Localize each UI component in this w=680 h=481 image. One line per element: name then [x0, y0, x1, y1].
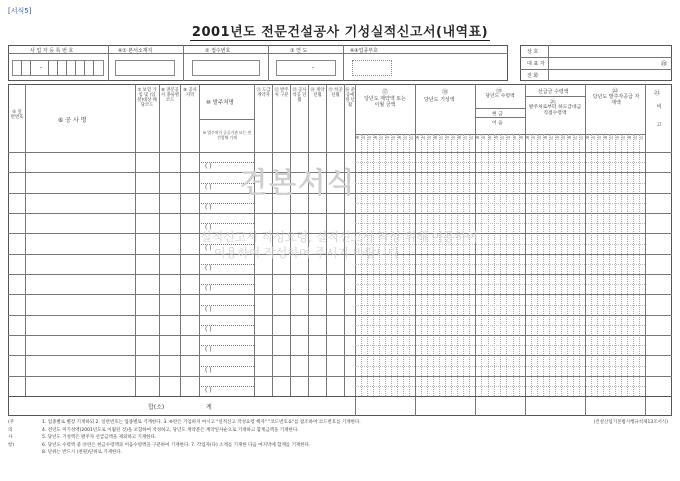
- unit-label: 만: [506, 136, 511, 140]
- year-field[interactable]: [276, 60, 336, 76]
- unit-label: 천: [427, 136, 431, 140]
- total-value: 계: [206, 404, 212, 411]
- row-paren[interactable]: ( ): [205, 244, 212, 252]
- receipt-label: ② 접수번호: [205, 48, 231, 54]
- unit-label: 만: [615, 136, 619, 140]
- col-8: ⑧ 전문공사 종류별 코드: [161, 88, 179, 103]
- unit-label: 천: [488, 136, 492, 140]
- unit-label: 십: [463, 136, 467, 140]
- col-10: ⑩ 발주처명: [206, 100, 234, 106]
- col-21-num: ㉑: [550, 99, 557, 106]
- unit-label: 만: [385, 136, 389, 140]
- row-paren[interactable]: ( ): [205, 285, 212, 293]
- row-paren[interactable]: ( ): [205, 224, 212, 232]
- row-paren[interactable]: ( ): [205, 203, 212, 211]
- row-paren[interactable]: ( ): [205, 183, 212, 191]
- col-19: 당년도 수령액: [485, 94, 515, 99]
- unit-label: 백: [603, 136, 607, 140]
- branch-label: ※① 본서소재지: [118, 48, 153, 54]
- unit-label: 천: [537, 136, 541, 140]
- unit-label: 백: [567, 136, 571, 140]
- col-18-num: ⑱: [442, 89, 449, 96]
- unit-label: 억: [361, 136, 365, 140]
- unit-label: 일: [409, 136, 413, 140]
- col-12: ⑫ 발주처 구분: [274, 88, 289, 98]
- row-paren[interactable]: ( ): [205, 163, 212, 171]
- unit-label: 백: [397, 136, 401, 140]
- unit-label: 백: [475, 136, 479, 140]
- col-9: ⑨ 공사지역: [183, 88, 197, 98]
- table-row[interactable]: [8, 213, 672, 214]
- business-field[interactable]: [352, 60, 392, 76]
- year-label: ③ 연 도: [290, 48, 308, 54]
- col-7: ⑦ 보험 가입 및 (입찰)대상 해당코드: [137, 88, 157, 108]
- receipt-field[interactable]: [192, 60, 260, 76]
- unit-label: 만: [555, 136, 559, 140]
- unit-label: 억: [481, 136, 486, 140]
- col-site: ⑥ 공 사 명: [58, 117, 87, 124]
- unit-label: 백: [525, 136, 529, 140]
- business-label: ※④업종부호: [350, 48, 378, 54]
- row-paren[interactable]: ( ): [205, 264, 212, 272]
- form-title-text: 2001년도 전문건설공사 기성실적신고서(내역표): [191, 25, 489, 40]
- unit-label: 만: [445, 136, 449, 140]
- col-17-num: ⑰: [382, 89, 389, 96]
- table-row[interactable]: [8, 376, 672, 377]
- col-21: 발주처로부터 하도급대금 직접수령액: [528, 105, 582, 116]
- col-13: ⑬ 공사 착공 년월: [292, 88, 307, 103]
- table-row[interactable]: [8, 315, 672, 316]
- unit-label: 백: [415, 136, 419, 140]
- unit-label: 백: [494, 136, 498, 140]
- unit-label: 천: [513, 136, 517, 140]
- col-22-num: ㉒: [612, 88, 619, 95]
- unit-label: 일: [579, 136, 583, 140]
- company-rep-label: 대 표 자: [527, 61, 545, 67]
- form-source: (건설산업기본법시행규칙제13조서식): [593, 420, 668, 425]
- unit-label: 천: [451, 136, 455, 140]
- form-tag: [서식5]: [8, 7, 32, 15]
- table-row[interactable]: [8, 335, 672, 336]
- unit-label: 백: [627, 136, 631, 140]
- note-line: 8. 단위는 반드시 (천원)단위로 기재한다.: [42, 450, 123, 455]
- company-phone-label: 전 화: [527, 73, 539, 79]
- unit-label: 십: [609, 136, 613, 140]
- note-line: 6. 당년도 수령액 중 ⑲란은 현금수령액과 어음수령액을 구분하여 기재한다. 7. 각업자(다) 소계를 기재한 다음 마지막에 합계를 기재한다.: [42, 442, 311, 448]
- notes-label: (주의사항): [8, 420, 15, 448]
- col-18: 당년도 기성액: [424, 97, 455, 103]
- unit-label: 백: [355, 136, 359, 140]
- watermark-line1: 실적신고서 작성요령, 실적신고서 작성 위해 이용하여: [200, 230, 478, 244]
- reg-dash: -: [40, 64, 43, 71]
- unit-label: 십: [633, 136, 637, 140]
- table-row[interactable]: [8, 274, 672, 275]
- unit-label: 십: [500, 136, 504, 140]
- table-row[interactable]: [8, 294, 672, 295]
- col-19-bill: 어 음: [492, 121, 503, 126]
- col-10-note: ⑩ 발주처가 공공기관 또는 민간업체 기재: [202, 130, 252, 140]
- row-paren[interactable]: ( ): [205, 366, 212, 374]
- unit-label: 일: [639, 136, 643, 140]
- col-17: 당년도 계약액 또는 이월 금액: [364, 96, 406, 108]
- unit-label: 백: [373, 136, 377, 140]
- note-line: 4. 전년도 미기성액(2001년도로 이월된 것)을 포함하여 작성하고, 당년도 계약분은 계약일자순으로 기재하고 합계금액을 기재한다.: [42, 427, 299, 433]
- col-22: 당년도 발주자공급 자재액: [592, 94, 640, 106]
- form-title: [0, 21, 680, 40]
- unit-label: 천: [561, 136, 565, 140]
- table-row[interactable]: [8, 355, 672, 356]
- row-paren[interactable]: ( ): [205, 325, 212, 333]
- unit-label: 백: [543, 136, 547, 140]
- watermark-main: 견본서식: [240, 166, 357, 199]
- row-paren[interactable]: ( ): [205, 346, 212, 354]
- unit-label: 십: [549, 136, 553, 140]
- unit-label: 억: [591, 136, 595, 140]
- watermark-line2: 이용하여 작성하여 주시기 바랍니다: [214, 246, 400, 260]
- row-paren[interactable]: ( ): [205, 305, 212, 313]
- col-19-cash: 현 금: [492, 112, 503, 117]
- unit-label: 천: [621, 136, 625, 140]
- unit-label: 백: [433, 136, 437, 140]
- unit-label: 천: [597, 136, 601, 140]
- col-seq: ⑤ 일련번호: [10, 110, 24, 120]
- unit-label: 천: [391, 136, 395, 140]
- total-label: 합(소): [148, 404, 165, 411]
- col-11: ⑪ 도급 계약자: [256, 88, 271, 98]
- col-19-num: ⑲: [496, 88, 503, 95]
- col-23-num: ㉓: [654, 90, 661, 97]
- unit-label: 십: [403, 136, 407, 140]
- note-line: 5. 당년도 기성액은 발주자 선급금액을 제외하고 기재한다.: [42, 435, 157, 440]
- unit-label: 십: [439, 136, 443, 140]
- note-line: 1. 업종별로 별장 기재하되 2. 일련번호는 업종별로 기재한다. 3. ※란은 기입하지 마시고 "실적신고 작성요령 책자" "코드번호표"를 참조하여 코드번호를 기재한다.: [42, 420, 361, 425]
- branch-field[interactable]: [115, 60, 175, 76]
- unit-label: 백: [457, 136, 461, 140]
- unit-label: 십: [573, 136, 577, 140]
- unit-label: 천: [367, 136, 371, 140]
- reg-no-field[interactable]: [12, 60, 104, 76]
- unit-label: 억: [421, 136, 425, 140]
- col-14: ⑭ 계약 년월: [310, 88, 325, 98]
- company-name-label: 상 호: [527, 49, 539, 55]
- col-16: ⑯ 준공예정 년월: [345, 88, 355, 108]
- unit-label: 십: [379, 136, 383, 140]
- col-20: 선급금 수령액: [538, 89, 569, 95]
- row-paren[interactable]: ( ): [205, 386, 212, 394]
- unit-label: 억: [531, 136, 535, 140]
- unit-label: 일: [469, 136, 473, 140]
- col-15: ⑮ 착공년월: [328, 88, 343, 98]
- unit-label: 백: [519, 136, 523, 140]
- year-dash: -: [312, 64, 315, 71]
- col-23: 비 고: [656, 104, 662, 128]
- reg-no-label: 사 업 자 등 록 번 호: [30, 48, 74, 54]
- seal-mark: ㊞: [661, 61, 668, 68]
- unit-label: 백: [585, 136, 589, 140]
